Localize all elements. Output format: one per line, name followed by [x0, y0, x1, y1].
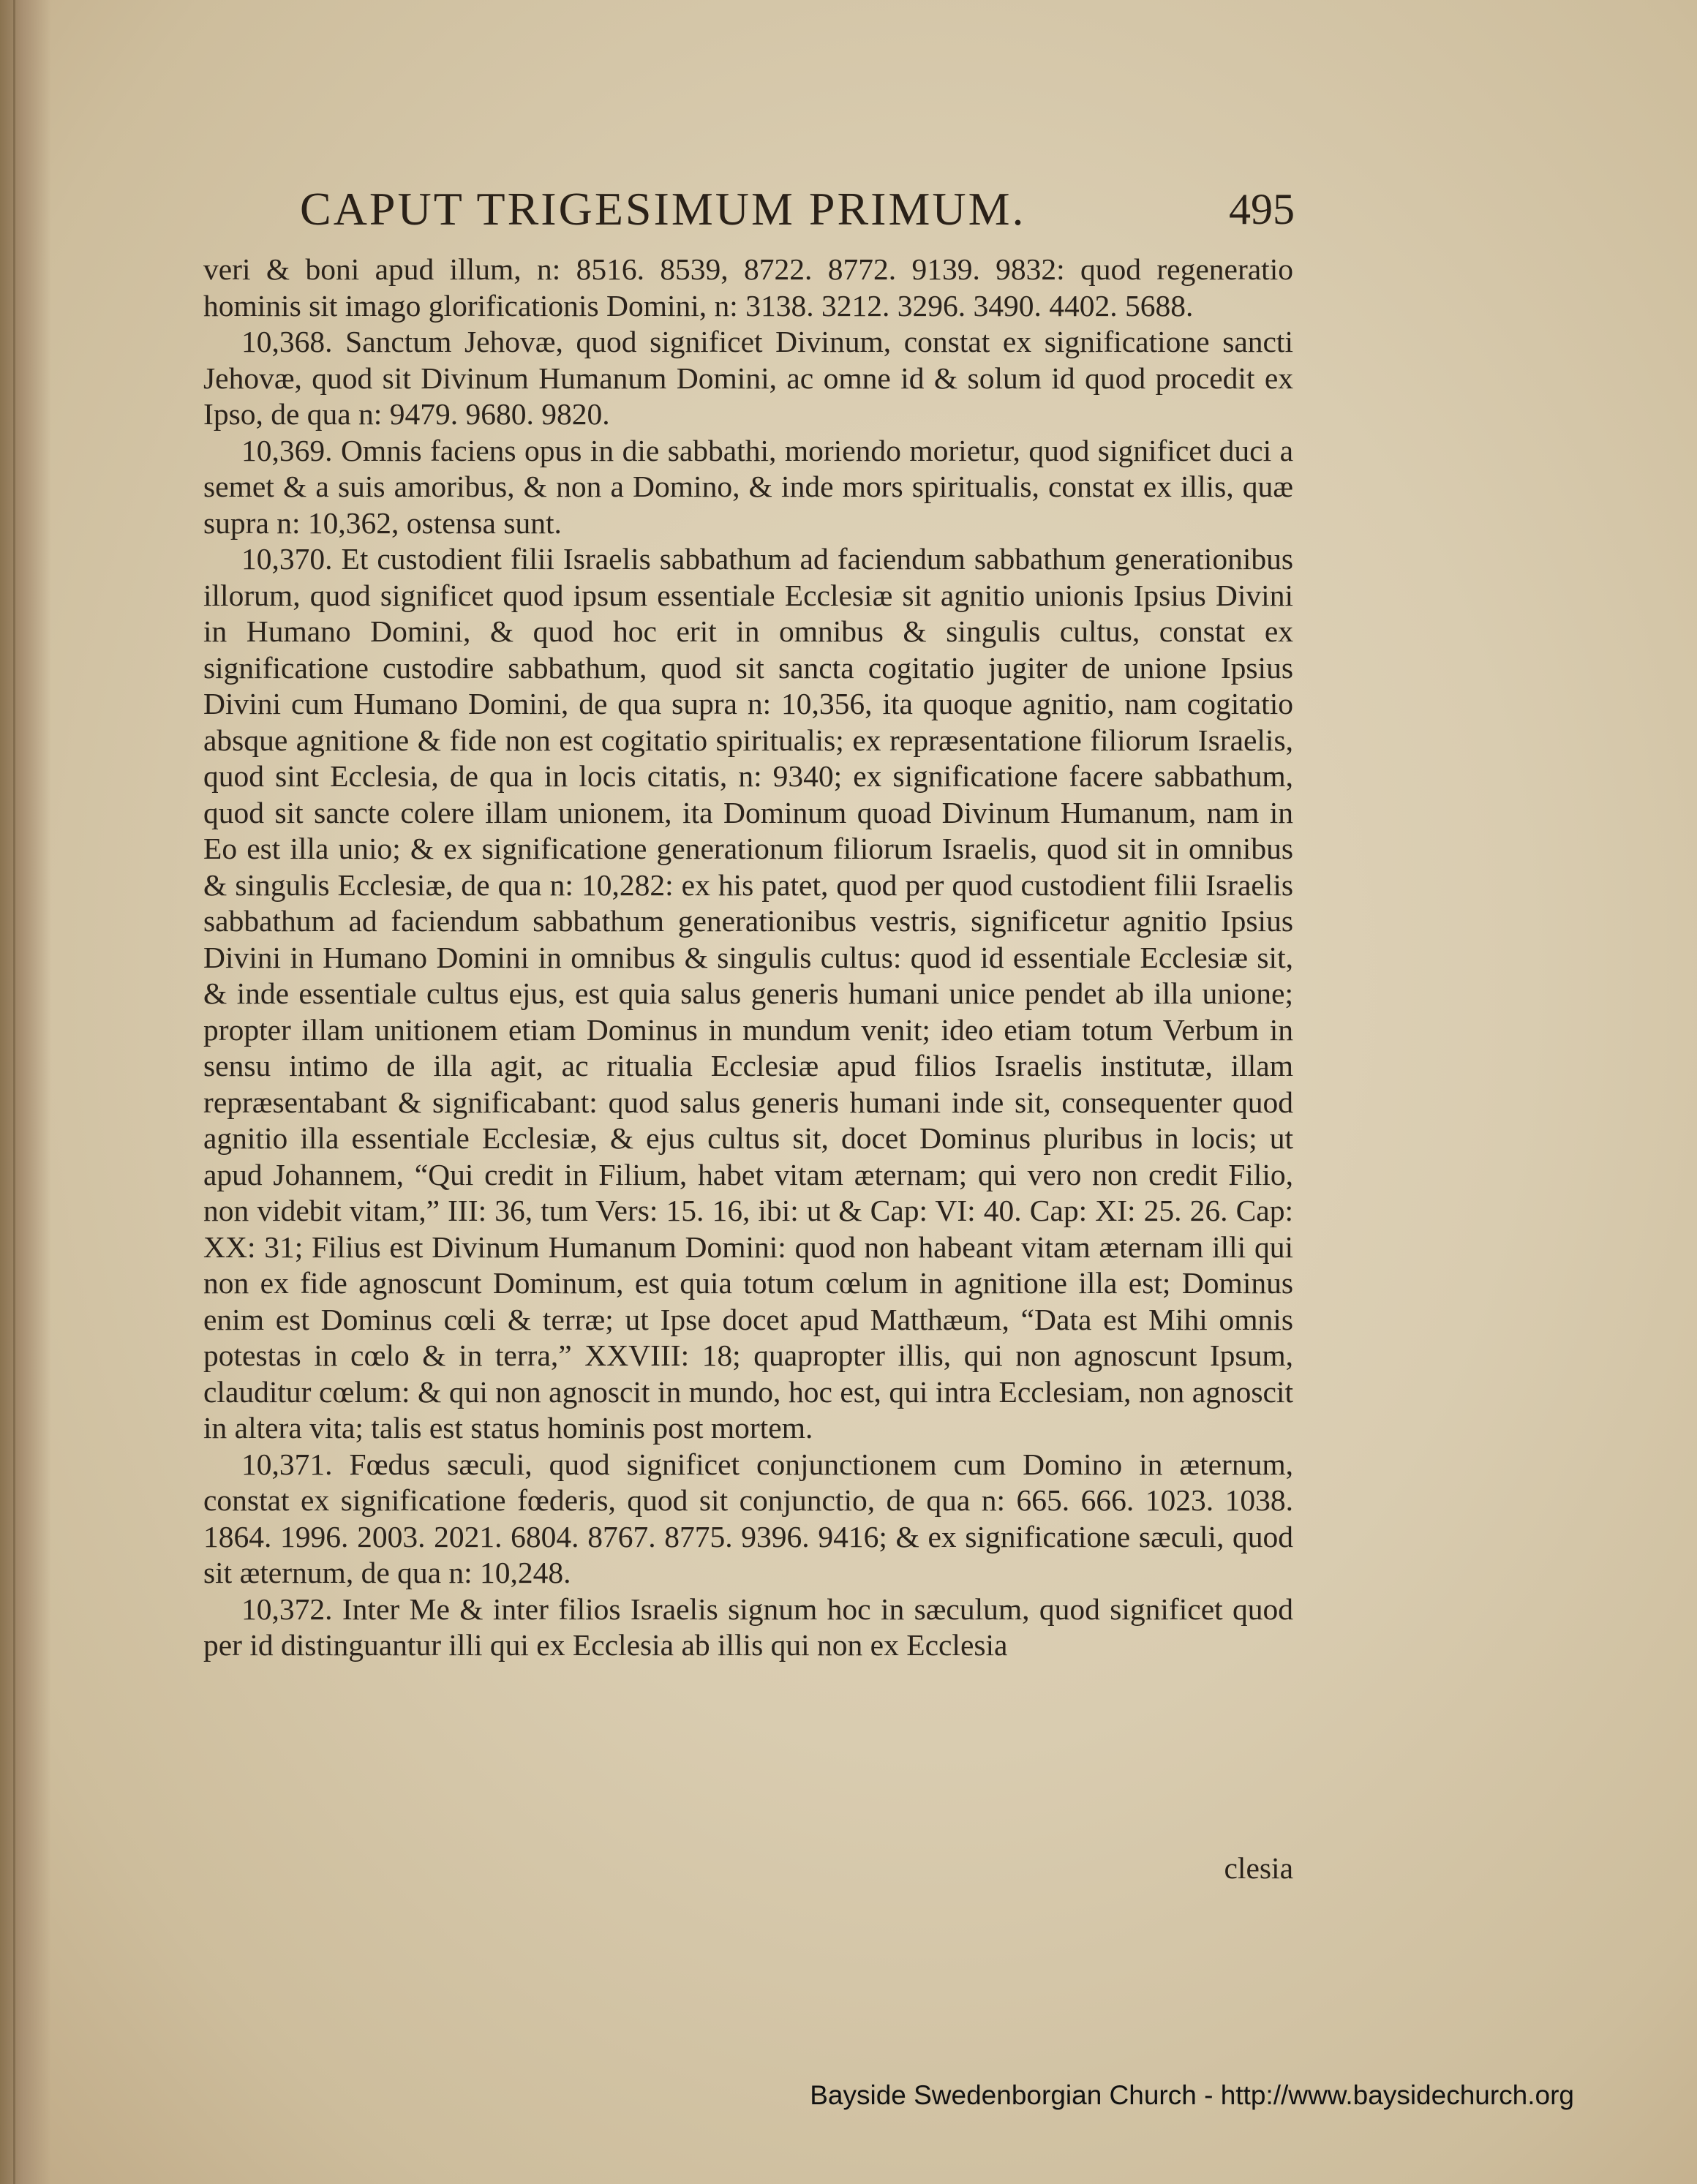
- running-head: CAPUT TRIGESIMUM PRIMUM.: [300, 183, 1026, 235]
- catchword: clesia: [1224, 1851, 1293, 1885]
- body-text: [203, 252, 1293, 1664]
- binding-edge-line: [13, 0, 15, 2184]
- paragraph-10370: 10,370. Et custodient filii Israelis sabbathum ad faciendum sabbathum generationibus illorum, quod significet quod ipsum essentiale Ecclesiæ sit agnitio unionis Ipsius Divini in Humano Domini, & quod hoc erit in omnibus & singulis cultus, constat ex significatione custodire sabbathum, quod sit sancta cogitatio jugiter de unione Ipsius Divini cum Humano Domini, de qua supra n: 10,356, ita quoque agnitio, nam cogitatio absque agnitione & fide non est cogitatio spiritualis; ex repræsentatione filiorum Israelis, quod sint Ecclesia, de qua in locis citatis, n: 9340; ex significatione facere sabbathum, quod sit sancte colere illam unionem, ita Dominum quoad Divinum Humanum, nam in Eo est illa unio; & ex significatione generationum filiorum Israelis, quod sit in omnibus & singulis Ecclesiæ, de qua n: 10,282: ex his patet, quod per quod custodient filii Israelis sabbathum ad faciendum sabbathum generationibus vestris, significetur agnitio Ipsius Divini in Humano Domini in omnibus & singulis cultus: quod id essentiale Ecclesiæ sit, & inde essentiale cultus ejus, est quia salus generis humani unice pendet ab illa unione; propter illam unitionem etiam Dominus in mundum venit; ideo etiam totum Verbum in sensu intimo de illa agit, ac ritualia Ecclesiæ apud filios Israelis institutæ, illam repræsentabant & significabant: quod salus generis humani inde sit, consequenter quod agnitio illa essentiale Ecclesiæ, & ejus cultus sit, docet Dominus pluribus in locis; ut apud Johannem, “Qui credit in Filium, habet vitam æternam; qui vero non credit Filio, non videbit vitam,” III: 36, tum Vers: 15. 16, ibi: ut & Cap: VI: 40. Cap: XI: 25. 26. Cap: XX: 31; Filius est Divinum Humanum Domini: quod non habeant vitam æternam illi qui non ex fide agnoscunt Dominum, est quia totum cœlum in agnitione illa est; Dominus enim est Dominus cœli & terræ; ut Ipse docet apud Matthæum, “Data est Mihi omnis potestas in cœlo & in terra,” XXVIII: 18; quapropter illis, qui non agnoscunt Ipsum, clauditur cœlum: & qui non agnoscit in mundo, hoc est, qui intra Ecclesiam, non agnoscit in altera vita; talis est status hominis post mortem.: [203, 542, 1293, 1445]
- binding-gutter-shadow: [0, 0, 51, 2184]
- source-watermark: Bayside Swedenborgian Church - http://www.baysidechurch.org: [810, 2080, 1574, 2110]
- paragraph-10372: 10,372. Inter Me & inter filios Israelis signum hoc in sæculum, quod significet quod per id distinguantur illi qui ex Ecclesia ab illis qui non ex Ecclesia: [203, 1592, 1293, 1662]
- paragraph-10371: 10,371. Fœdus sæculi, quod significet conjunctionem cum Domino in æternum, constat ex significatione fœderis, quod sit conjunctio, de qua n: 665. 666. 1023. 1038. 1864. 1996. 2003. 2021. 6804. 8767. 8775. 9396. 9416; & ex significatione sæculi, quod sit æternum, de qua n: 10,248.: [203, 1447, 1293, 1589]
- paragraph-10368: 10,368. Sanctum Jehovæ, quod significet Divinum, constat ex significatione sancti Jehovæ, quod sit Divinum Humanum Domini, ac omne id & solum id quod procedit ex Ipso, de qua n: 9479. 9680. 9820.: [203, 325, 1293, 431]
- page-number: 495: [1229, 185, 1295, 233]
- paragraph-10369: 10,369. Omnis faciens opus in die sabbathi, moriendo morietur, quod significet duci a semet & a suis amoribus, & non a Domino, & inde mors spiritualis, constat ex illis, quæ supra n: 10,362, ostensa sunt.: [203, 433, 1293, 540]
- paragraph-continuation: veri & boni apud illum, n: 8516. 8539, 8722. 8772. 9139. 9832: quod regeneratio hominis sit imago glorificationis Domini, n: 3138. 3212. 3296. 3490. 4402. 5688.: [203, 252, 1293, 323]
- page-header: [300, 180, 1295, 246]
